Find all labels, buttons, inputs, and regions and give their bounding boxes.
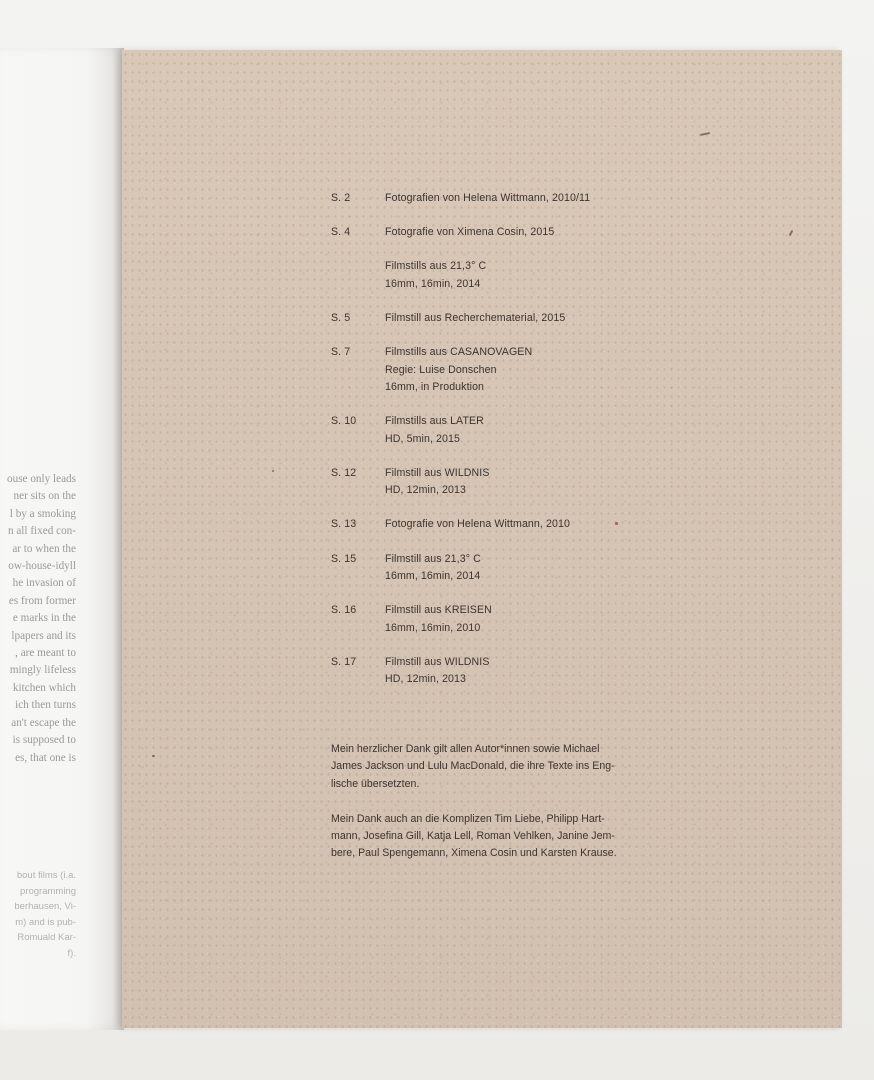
credit-line: Filmstill aus WILDNIS [385,655,490,668]
credit-description [385,258,486,293]
credit-line: Filmstills aus CASANOVAGEN [385,346,533,359]
left-page-line: lpapers and its [11,629,76,642]
credit-line: HD, 12min, 2013 [385,673,466,686]
left-page-line: es, that one is [15,751,76,764]
credit-line: Regie: Luise Donschen [385,363,497,376]
paper-fiber [272,470,274,472]
credit-line: Fotografie von Ximena Cosin, 2015 [385,226,555,239]
credit-entry [331,190,651,207]
credit-page-number [331,258,385,293]
credit-line: 16mm, 16min, 2014 [385,570,481,583]
thanks-line: James Jackson und Lulu MacDonald, die ihre Texte ins Eng- [331,760,615,773]
credit-line: Filmstill aus WILDNIS [385,466,490,479]
credit-line: Fotografien von Helena Wittmann, 2010/11 [385,192,591,204]
left-page-body-text [0,471,76,767]
credit-description [385,224,554,241]
credit-page-number: S. 17 [331,655,357,668]
credit-page-number: S. 7 [331,346,351,359]
credit-entry [331,465,651,500]
paper-fiber [700,132,710,136]
left-page-line: l by a smoking [9,507,76,520]
left-page-line: , are meant to [15,647,76,660]
left-page-line: n all fixed con- [7,525,76,538]
credit-line: Filmstills aus LATER [385,415,484,428]
credit-line: HD, 5min, 2015 [385,432,461,445]
thanks-paragraph [331,741,641,793]
acknowledgements [331,741,641,880]
credit-entry [331,654,651,689]
credit-description [385,516,570,533]
credit-entry [331,413,651,448]
credit-line: 16mm, in Produktion [385,381,485,394]
image-credits-list [331,190,651,705]
left-page-notes [14,868,76,962]
left-page-note-line: berhausen, Vi- [14,901,76,913]
left-page-line: an't escape the [11,716,76,729]
credit-line: HD, 12min, 2013 [385,484,466,497]
credit-page-number: S. 12 [331,466,357,479]
left-page-line: he invasion of [12,577,76,590]
credit-page-number: S. 16 [331,604,357,617]
left-page-line: ner sits on the [13,490,76,503]
left-page-line: ouse only leads [7,473,76,485]
credit-description [385,344,532,396]
right-kraft-page [122,50,842,1028]
thanks-line: Mein herzlicher Dank gilt allen Autor*innen sowie Michael [331,743,600,755]
credit-description [385,654,490,689]
credit-line: Filmstill aus Recherchematerial, 2015 [385,312,566,325]
credit-line: 16mm, 16min, 2014 [385,277,481,290]
left-page-note-line: m) and is pub- [15,916,76,928]
thanks-line: lische übersetzten. [331,777,420,790]
thanks-line: mann, Josefina Gill, Katja Lell, Roman Vehlken, Janine Jem- [331,830,615,843]
credit-description [385,465,490,500]
credit-entry [331,602,651,637]
thanks-paragraph [331,811,641,863]
credit-description [385,602,492,637]
credit-line: Filmstills aus 21,3° C [385,260,487,273]
left-page-line: ow-house-idyll [8,560,76,573]
credit-description [385,413,484,448]
credit-entry [331,258,651,293]
left-page-line: kitchen which [12,681,76,694]
paper-fiber [152,755,155,757]
credit-entry [331,516,651,533]
credit-page-number: S. 13 [331,518,357,531]
left-page-line: ich then turns [15,699,76,712]
credit-line: Filmstill aus KREISEN [385,604,492,617]
left-page-note-line: Romuald Kar- [17,932,76,944]
left-page-line: es from former [8,594,76,607]
credit-entry [331,310,651,327]
thanks-line: Mein Dank auch an die Komplizen Tim Liebe, Philipp Hart- [331,812,605,825]
left-page-line: ar to when the [12,542,76,555]
credit-description [385,190,590,207]
credit-page-number: S. 5 [331,312,351,325]
credit-entry [331,224,651,241]
left-page-note-line: bout films (i.a. [16,870,76,881]
left-page-line: mingly lifeless [9,664,76,677]
credit-page-number: S. 2 [331,192,351,204]
credit-entry [331,344,651,396]
credit-page-number: S. 4 [331,226,351,239]
left-facing-page [0,48,124,1030]
left-page-note-line: programming [20,885,76,897]
credit-page-number: S. 10 [331,415,357,428]
credit-description [385,310,565,327]
credit-description [385,551,481,586]
credit-line: Fotografie von Helena Wittmann, 2010 [385,518,570,531]
left-page-note-line: f). [67,947,76,959]
paper-fiber [789,230,794,236]
credit-page-number: S. 15 [331,552,357,565]
credit-line: Filmstill aus 21,3° C [385,552,481,565]
thanks-line: bere, Paul Spengemann, Ximena Cosin und Karsten Krause. [331,847,617,860]
credit-entry [331,551,651,586]
credit-line: 16mm, 16min, 2010 [385,621,481,634]
left-page-line: is supposed to [12,734,76,747]
left-page-line: e marks in the [12,612,76,625]
